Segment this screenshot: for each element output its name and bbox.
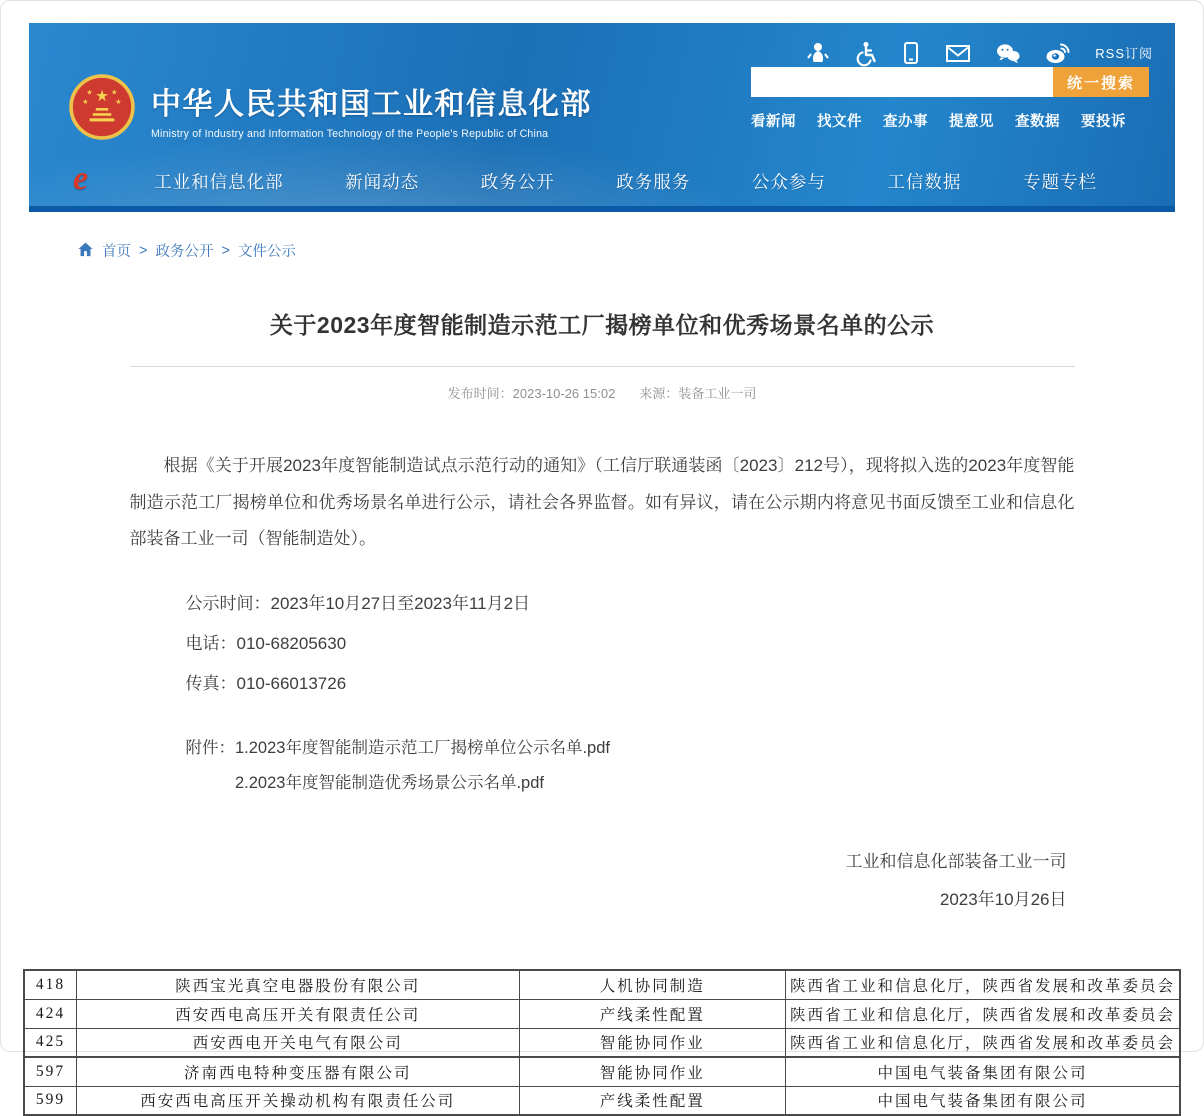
cell-scene: 产线柔性配置 <box>519 1086 785 1115</box>
cell-scene: 智能协同作业 <box>519 1028 785 1057</box>
cell-recommender: 中国电气装备集团有限公司 <box>785 1086 1180 1115</box>
svg-text:★: ★ <box>111 87 118 97</box>
breadcrumb-separator: > <box>139 242 148 259</box>
breadcrumb <box>77 240 1203 261</box>
nav-item-miit[interactable]: 工业和信息化部 <box>154 171 284 192</box>
phone-line: 电话：010-68205630 <box>185 633 347 653</box>
cell-company: 西安西电开关电气有限公司 <box>76 1028 519 1057</box>
table-row <box>24 999 1180 1028</box>
cell-company: 济南西电特种变压器有限公司 <box>76 1057 519 1086</box>
signature-org: 工业和信息化部装备工业一司 <box>845 851 1067 871</box>
svg-text:★: ★ <box>95 87 109 105</box>
site-title: 中华人民共和国工业和信息化部 <box>151 88 592 121</box>
fax-line: 传真：010-66013726 <box>185 673 347 693</box>
main-nav <box>29 156 1175 206</box>
quick-link-data[interactable]: 查数据 <box>1015 114 1060 130</box>
breadcrumb-separator: > <box>221 242 230 259</box>
cell-recommender: 陕西省工业和信息化厅，陕西省发展和改革委员会 <box>785 970 1180 999</box>
wechat-icon[interactable] <box>995 42 1021 64</box>
quick-links <box>751 110 1149 131</box>
article-paragraph: 根据《关于开展2023年度智能制造试点示范行动的通知》（工信厅联通装函〔2023〕212号），现将拟入选的2023年度智能制造示范工厂揭榜单位和优秀场景名单进行公示，请社会各界监督。如有异议，请在公示期内将意见书面反馈至工业和信息化部装备工业一司（智能制造处）。 <box>129 456 1075 549</box>
signature-block <box>130 843 1075 920</box>
svg-text:★: ★ <box>86 87 93 97</box>
cell-serial: 418 <box>24 970 76 999</box>
contact-block <box>186 584 1075 704</box>
breadcrumb-home[interactable]: 首页 <box>102 244 131 260</box>
cell-serial: 597 <box>24 1057 76 1086</box>
roster-table <box>23 969 1181 1116</box>
table-row <box>24 1028 1180 1057</box>
nav-item-gov-services[interactable]: 政务服务 <box>616 171 691 192</box>
source-label: 来源： <box>639 386 679 401</box>
cell-recommender: 陕西省工业和信息化厅，陕西省发展和改革委员会 <box>785 1028 1180 1057</box>
banner-middle <box>29 67 1175 156</box>
quick-link-files[interactable]: 找文件 <box>817 114 862 130</box>
source-value: 装备工业一司 <box>678 386 757 401</box>
miit-e-logo-icon: e <box>73 160 89 197</box>
quick-link-services[interactable]: 查办事 <box>883 114 928 130</box>
quick-link-news[interactable]: 看新闻 <box>751 114 796 130</box>
attachments-block <box>186 731 1075 800</box>
cell-serial: 599 <box>24 1086 76 1115</box>
attachment-link-factory-list[interactable]: 1.2023年度智能制造示范工厂揭榜单位公示名单.pdf <box>235 739 610 758</box>
mobile-icon[interactable] <box>901 41 921 65</box>
mail-icon[interactable] <box>945 42 971 64</box>
search-input[interactable] <box>751 67 1053 97</box>
cell-serial: 424 <box>24 999 76 1028</box>
article <box>130 307 1075 919</box>
table-row <box>24 970 1180 999</box>
cell-recommender: 陕西省工业和信息化厅，陕西省发展和改革委员会 <box>785 999 1180 1028</box>
site-brand <box>69 74 592 145</box>
cell-scene: 产线柔性配置 <box>519 999 785 1028</box>
signature-date: 2023年10月26日 <box>939 889 1067 909</box>
nav-item-gov-disclosure[interactable]: 政务公开 <box>480 171 555 192</box>
title-divider <box>130 366 1075 367</box>
home-icon[interactable] <box>77 241 94 261</box>
utility-icon-row <box>29 23 1175 67</box>
quick-link-suggestions[interactable]: 提意见 <box>949 114 994 130</box>
svg-text:★: ★ <box>115 96 122 106</box>
mascot-icon[interactable] <box>807 41 829 65</box>
public-period-line: 公示时间：2023年10月27日至2023年11月2日 <box>185 593 531 613</box>
site-title-english: Ministry of Industry and Information Technology of the People's Republic of China <box>151 128 549 140</box>
attachments-label: 附件： <box>185 739 235 758</box>
cell-scene: 人机协同制造 <box>519 970 785 999</box>
nav-item-special-topics[interactable]: 专题专栏 <box>1022 171 1097 192</box>
nav-item-news[interactable]: 新闻动态 <box>345 171 420 192</box>
cell-company: 西安西电高压开关操动机构有限责任公司 <box>76 1086 519 1115</box>
article-meta <box>130 383 1075 402</box>
page-title: 关于2023年度智能制造示范工厂揭榜单位和优秀场景名单的公示 <box>269 312 935 338</box>
search-area <box>751 67 1149 131</box>
attachment-link-scene-list[interactable]: 2.2023年度智能制造优秀场景公示名单.pdf <box>235 774 544 793</box>
nav-item-miit-data[interactable]: 工信数据 <box>887 171 962 192</box>
cell-recommender: 中国电气装备集团有限公司 <box>785 1057 1180 1086</box>
banner-bottom-strip <box>29 206 1175 212</box>
cell-serial: 425 <box>24 1028 76 1057</box>
quick-link-complaints[interactable]: 要投诉 <box>1081 114 1126 130</box>
national-emblem-icon <box>69 74 135 145</box>
site-header <box>29 23 1175 212</box>
roster-table-wrapper <box>23 969 1181 1116</box>
svg-text:★: ★ <box>82 96 89 106</box>
breadcrumb-file-publicity[interactable]: 文件公示 <box>237 244 296 260</box>
cell-company: 陕西宝光真空电器股份有限公司 <box>76 970 519 999</box>
nav-item-public-participation[interactable]: 公众参与 <box>751 171 826 192</box>
rss-link[interactable]: RSS订阅 <box>1095 46 1153 61</box>
breadcrumb-gov-disclosure[interactable]: 政务公开 <box>155 244 214 260</box>
cell-company: 西安西电高压开关有限责任公司 <box>76 999 519 1028</box>
publish-time-label: 发布时间： <box>447 386 513 401</box>
table-row <box>24 1086 1180 1115</box>
unified-search-button[interactable]: 统一搜索 <box>1053 67 1149 97</box>
brand-text <box>151 79 592 140</box>
publish-time-value: 2023-10-26 15:02 <box>512 386 616 401</box>
weibo-icon[interactable] <box>1045 42 1071 64</box>
table-row <box>24 1057 1180 1086</box>
accessibility-icon[interactable] <box>853 41 877 65</box>
cell-scene: 智能协同作业 <box>519 1057 785 1086</box>
